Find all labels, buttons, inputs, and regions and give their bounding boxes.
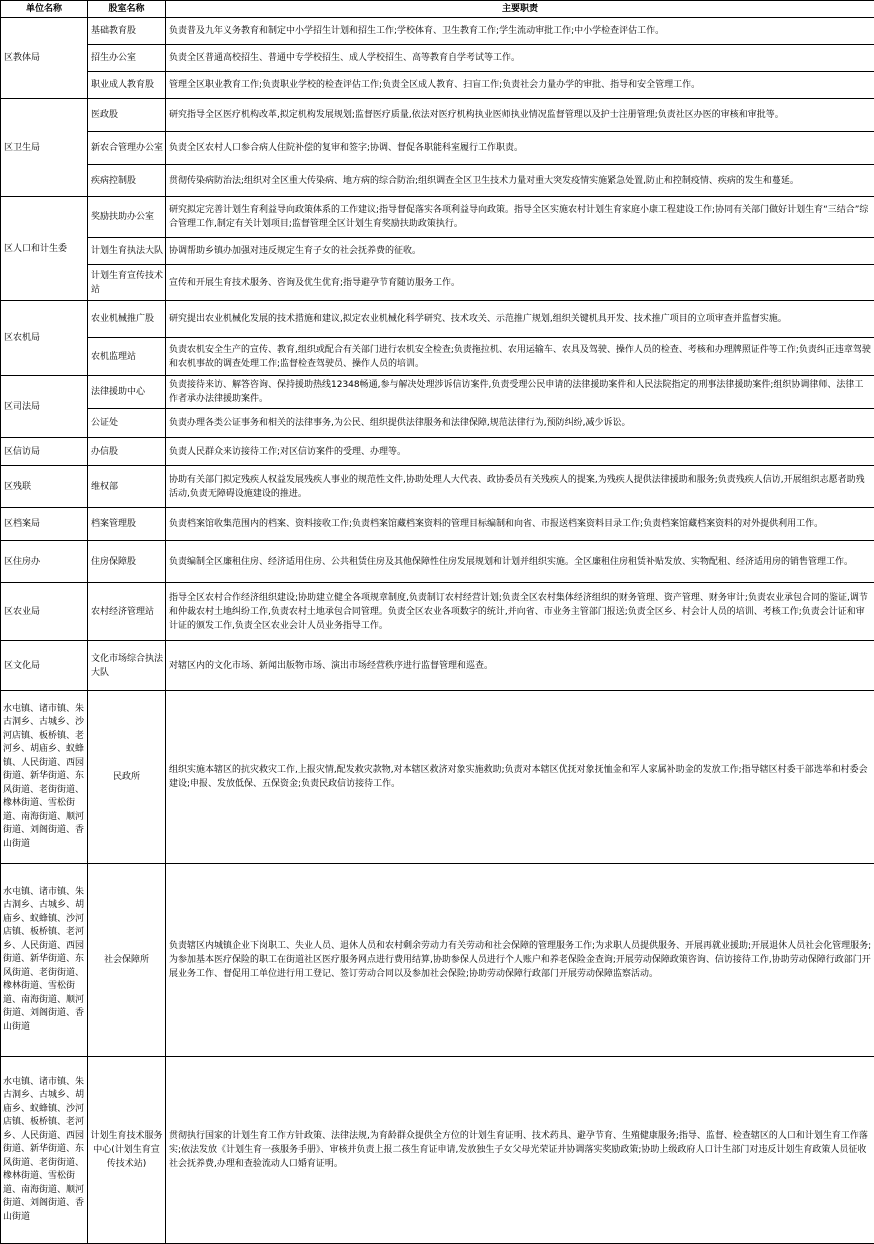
header-unit-name: 单位名称 <box>1 1 88 18</box>
dept-cell: 农业机械推广股 <box>88 301 166 338</box>
table-row <box>1 165 874 197</box>
duty-cell: 组织实施本辖区的抗灾救灾工作,上报灾情,配发救灾款物,对本辖区救济对象实施救助;负责对本辖区优抚对象抚恤金和军人家属补助金的发放工作;指导辖区村委干部选举和村委会建设;申报、发放低保、五保资金;负责民政信访接待工作。 <box>166 691 874 864</box>
table-row <box>1 508 874 541</box>
header-duties: 主要职责 <box>166 1 874 18</box>
unit-cell: 区卫生局 <box>1 99 88 197</box>
duty-cell: 宣传和开展生育技术服务、咨询及优生优育;指导避孕节育随访服务工作。 <box>166 265 874 301</box>
table-row <box>1 376 874 409</box>
dept-cell: 计划生育执法大队 <box>88 238 166 265</box>
dept-cell: 疾病控制股 <box>88 165 166 197</box>
table-row <box>1 409 874 438</box>
duty-cell: 研究拟定完善计划生育利益导向政策体系的工作建议;指导督促落实各项利益导向政策。指导全区实施农村计划生育家庭小康工程建设工作;协同有关部门做好计划生育“三结合”综合管理工作,制定有关计划项目;监督管理全区计划生育奖励扶助政策执行。 <box>166 197 874 238</box>
duty-cell: 负责全区农村人口参合病人住院补偿的复审和签字;协调、督促各职能科室履行工作职责。 <box>166 132 874 165</box>
duty-cell: 负责全区普通高校招生、普通中专学校招生、成人学校招生、高等教育自学考试等工作。 <box>166 45 874 72</box>
duty-cell: 协助有关部门拟定残疾人权益发展残疾人事业的规范性文件,协助处理人大代表、政协委员有关残疾人的提案,为残疾人提供法律援助和服务;负责残疾人信访,开展组织志愿者助残活动,负责无障碍设施建设的推进。 <box>166 466 874 508</box>
unit-cell: 区农机局 <box>1 301 88 376</box>
duty-cell: 指导全区农村合作经济组织建设;协助建立健全各项规章制度,负责制订农村经营计划;负责全区农村集体经济组织的财务管理、资产管理、财务审计;负责农业承包合同的鉴证,调节和仲裁农村土地纠纷工作,负责农村土地承包合同管理。负责全区农业各项数字的统计,并向省、市业务主管部门报送;负责全区乡、村会计人员的培训、考核工作;负责会计证和审计证的颁发工作,负责全区农业会计人员业务指导工作。 <box>166 583 874 641</box>
duty-cell: 负责编制全区廉租住房、经济适用住房、公共租赁住房及其他保障性住房发展规划和计划并组织实施。全区廉租住房租赁补贴发放、实物配租、经济适用房的销售管理工作。 <box>166 541 874 583</box>
dept-cell: 维权部 <box>88 466 166 508</box>
header-dept-name: 股室名称 <box>88 1 166 18</box>
dept-cell: 计划生育技术服务中心(计划生育宣传技术站) <box>88 1057 166 1244</box>
table-row <box>1 466 874 508</box>
unit-cell: 水屯镇、诸市镇、朱古洞乡、古城乡、胡庙乡、蚁蜂镇、沙河店镇、板桥镇、老河乡、人民街道、西园街道、新华街道、东风街道、老街街道、橡林街道、雪松街道、南海街道、顺河街道、刘阁街道、香山街道 <box>1 864 88 1057</box>
duty-cell: 负责农机安全生产的宣传、教育,组织或配合有关部门进行农机安全检查;负责拖拉机、农用运输车、农具及驾驶、操作人员的检查、考核和办理牌照证件等工作;负责纠正违章驾驶和农机事故的调查处理工作;监督检查驾驶员、操作人员的培训。 <box>166 338 874 376</box>
table-row <box>1 18 874 45</box>
table-row <box>1 541 874 583</box>
table-row <box>1 265 874 301</box>
unit-cell: 区文化局 <box>1 641 88 691</box>
dept-cell: 计划生育宣传技术站 <box>88 265 166 301</box>
dept-cell: 办信股 <box>88 438 166 466</box>
dept-cell: 社会保障所 <box>88 864 166 1057</box>
dept-cell: 文化市场综合执法大队 <box>88 641 166 691</box>
unit-cell: 区信访局 <box>1 438 88 466</box>
duty-cell: 负责接待来访、解答咨询、保持援助热线12348畅通,参与解决处理涉诉信访案件,负责受理公民申请的法律援助案件和人民法院指定的刑事法律援助案件;组织协调律师、法律工作者承办法律援助案件。 <box>166 376 874 409</box>
dept-cell: 职业成人教育股 <box>88 72 166 99</box>
dept-cell: 医政股 <box>88 99 166 132</box>
table-row <box>1 864 874 1057</box>
table-body <box>1 18 874 1244</box>
table-row <box>1 72 874 99</box>
dept-cell: 档案管理股 <box>88 508 166 541</box>
duty-cell: 管理全区职业教育工作;负责职业学校的检查评估工作;负责全区成人教育、扫盲工作;负责社会力量办学的审批、指导和安全管理工作。 <box>166 72 874 99</box>
dept-cell: 法律援助中心 <box>88 376 166 409</box>
table-row <box>1 438 874 466</box>
unit-cell: 区住房办 <box>1 541 88 583</box>
table-row <box>1 45 874 72</box>
unit-cell: 区人口和计生委 <box>1 197 88 301</box>
duty-cell: 负责人民群众来访接待工作;对区信访案件的受理、办理等。 <box>166 438 874 466</box>
unit-cell: 区教体局 <box>1 18 88 99</box>
unit-cell: 区残联 <box>1 466 88 508</box>
unit-cell: 区司法局 <box>1 376 88 438</box>
unit-cell: 区档案局 <box>1 508 88 541</box>
table-row <box>1 1057 874 1244</box>
unit-cell: 水屯镇、诸市镇、朱古洞乡、古城乡、胡庙乡、蚁蜂镇、沙河店镇、板桥镇、老河乡、人民街道、西园街道、新华街道、东风街道、老街街道、橡林街道、雪松街道、南海街道、顺河街道、刘阁街道、香山街道 <box>1 1057 88 1244</box>
duty-cell: 负责档案馆收集范围内的档案、资料接收工作;负责档案馆藏档案资料的管理目标编制和向省、市报送档案资料目录工作;负责档案馆藏档案资料的对外提供利用工作。 <box>166 508 874 541</box>
table-row <box>1 99 874 132</box>
dept-cell: 招生办公室 <box>88 45 166 72</box>
table-row <box>1 583 874 641</box>
table-row <box>1 641 874 691</box>
duty-cell: 贯彻执行国家的计划生育工作方针政策、法律法规,为育龄群众提供全方位的计划生育证明、技术药具、避孕节育、生殖健康服务;指导、监督、检查辖区的人口和计划生育工作落实;依法发放《计划生育一孩服务手册》、审核并负责上报二孩生育证申请,发放独生子女父母光荣证并协调落实奖励政策;协助上级政府人口计生部门对违反计划生育政策人员征收社会抚养费,办理和查验流动人口婚育证明。 <box>166 1057 874 1244</box>
header-row <box>1 1 874 18</box>
duty-cell: 研究提出农业机械化发展的技术措施和建议,拟定农业机械化科学研究、技术攻关、示范推广规划,组织关键机具开发、技术推广项目的立项审查并监督实施。 <box>166 301 874 338</box>
duty-cell: 负责普及九年义务教育和制定中小学招生计划和招生工作;学校体育、卫生教育工作;学生流动审批工作;中小学检查评估工作。 <box>166 18 874 45</box>
dept-cell: 民政所 <box>88 691 166 864</box>
duty-cell: 贯彻传染病防治法;组织对全区重大传染病、地方病的综合防治;组织调查全区卫生技术力量对重大突发疫情实施紧急处置,防止和控制疫情、疾病的发生和蔓延。 <box>166 165 874 197</box>
table-row <box>1 197 874 238</box>
dept-cell: 农机监理站 <box>88 338 166 376</box>
dept-cell: 住房保障股 <box>88 541 166 583</box>
dept-cell: 新农合管理办公室 <box>88 132 166 165</box>
dept-cell: 基础教育股 <box>88 18 166 45</box>
dept-cell: 奖励扶助办公室 <box>88 197 166 238</box>
duty-cell: 负责办理各类公证事务和相关的法律事务,为公民、组织提供法律服务和法律保障,规范法律行为,预防纠纷,减少诉讼。 <box>166 409 874 438</box>
duty-cell: 协调帮助乡镇办加强对违反规定生育子女的社会抚养费的征收。 <box>166 238 874 265</box>
table-row <box>1 691 874 864</box>
table-row <box>1 238 874 265</box>
table-row <box>1 301 874 338</box>
dept-cell: 农村经济管理站 <box>88 583 166 641</box>
duty-cell: 对辖区内的文化市场、新闻出版物市场、演出市场经营秩序进行监督管理和巡查。 <box>166 641 874 691</box>
table-row <box>1 132 874 165</box>
dept-cell: 公证处 <box>88 409 166 438</box>
duty-cell: 研究指导全区医疗机构改革,拟定机构发展规划;监督医疗质量,依法对医疗机构执业医师执业情况监督管理以及护士注册管理;负责社区办医的审核和审批等。 <box>166 99 874 132</box>
unit-cell: 区农业局 <box>1 583 88 641</box>
unit-cell: 水屯镇、诸市镇、朱古洞乡、古城乡、沙河店镇、板桥镇、老河乡、胡庙乡、蚁蜂镇、人民街道、西园街道、新华街道、东风街道、老街街道、橡林街道、雪松街道、南海街道、顺河街道、刘阁街道、香山街道 <box>1 691 88 864</box>
table-row <box>1 338 874 376</box>
duty-cell: 负责辖区内城镇企业下岗职工、失业人员、退休人员和农村剩余劳动力有关劳动和社会保障的管理服务工作;为求职人员提供服务、开展再就业援助;开展退休人员社会化管理服务;为参加基本医疗保险的职工在街道社区医疗服务网点进行费用结算,协助参保人员进行个人账户和养老保险金查询;开展劳动保障政策咨询、信访接待工作,协助劳动保障行政部门开展业务工作、督促用工单位进行用工登记、签订劳动合同以及参加社会保险;协助劳动保障行政部门开展劳动保障监察活动。 <box>166 864 874 1057</box>
